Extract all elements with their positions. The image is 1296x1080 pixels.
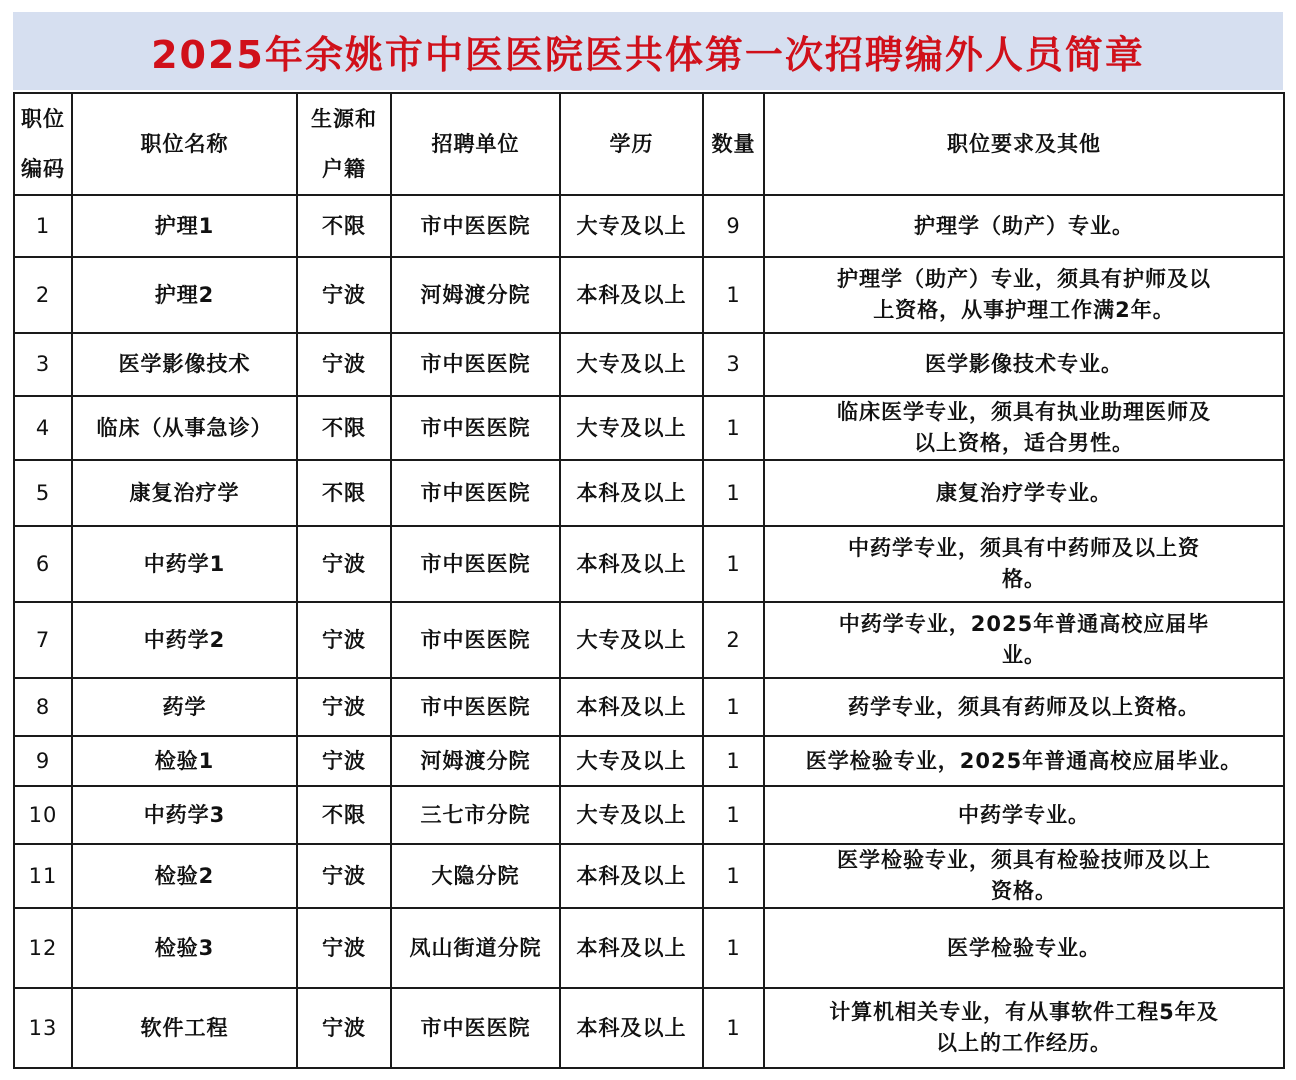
cell-origin: 宁波 [297, 908, 391, 988]
cell-origin: 宁波 [297, 526, 391, 602]
cell-name: 检验2 [72, 844, 297, 908]
cell-count: 1 [703, 526, 764, 602]
table-row [14, 460, 1284, 526]
cell-education: 本科及以上 [560, 844, 703, 908]
table-row [14, 786, 1284, 844]
cell-code: 1 [14, 195, 72, 257]
cell-count: 1 [703, 988, 764, 1068]
cell-origin: 宁波 [297, 257, 391, 333]
cell-code: 13 [14, 988, 72, 1068]
requirements-text: 康复治疗学专业。 [936, 480, 1112, 505]
cell-unit: 市中医医院 [391, 396, 560, 460]
cell-name: 康复治疗学 [72, 460, 297, 526]
table-row [14, 257, 1284, 333]
cell-requirements [764, 333, 1284, 396]
cell-origin: 宁波 [297, 844, 391, 908]
cell-name: 软件工程 [72, 988, 297, 1068]
table-row [14, 526, 1284, 602]
cell-name: 护理2 [72, 257, 297, 333]
cell-code: 6 [14, 526, 72, 602]
cell-count: 1 [703, 257, 764, 333]
table-header-row [14, 93, 1284, 195]
table-row [14, 602, 1284, 678]
cell-origin: 宁波 [297, 736, 391, 786]
requirements-text: 中药学专业，2025年普通高校应届毕业。 [838, 612, 1210, 667]
cell-unit: 河姆渡分院 [391, 736, 560, 786]
header-unit: 招聘单位 [391, 93, 560, 195]
cell-requirements [764, 195, 1284, 257]
cell-education: 本科及以上 [560, 257, 703, 333]
requirements-text: 护理学（助产）专业，须具有护师及以上资格，从事护理工作满2年。 [837, 267, 1211, 322]
cell-unit: 市中医医院 [391, 195, 560, 257]
cell-origin: 宁波 [297, 602, 391, 678]
cell-count: 1 [703, 460, 764, 526]
cell-requirements [764, 257, 1284, 333]
cell-education: 大专及以上 [560, 396, 703, 460]
cell-education: 大专及以上 [560, 786, 703, 844]
cell-count: 1 [703, 908, 764, 988]
cell-name: 护理1 [72, 195, 297, 257]
cell-requirements [764, 786, 1284, 844]
cell-origin: 不限 [297, 396, 391, 460]
table-row [14, 988, 1284, 1068]
cell-requirements [764, 602, 1284, 678]
page-title: 2025年余姚市中医医院医共体第一次招聘编外人员简章 [151, 32, 1145, 77]
header-code: 职位编码 [14, 93, 72, 195]
cell-education: 本科及以上 [560, 526, 703, 602]
cell-requirements [764, 396, 1284, 460]
cell-unit: 凤山街道分院 [391, 908, 560, 988]
cell-count: 9 [703, 195, 764, 257]
cell-code: 2 [14, 257, 72, 333]
header-education: 学历 [560, 93, 703, 195]
cell-unit: 市中医医院 [391, 526, 560, 602]
table-row [14, 333, 1284, 396]
cell-education: 大专及以上 [560, 602, 703, 678]
table-row [14, 195, 1284, 257]
table-body [14, 195, 1284, 1068]
cell-requirements [764, 908, 1284, 988]
cell-name: 检验1 [72, 736, 297, 786]
cell-count: 1 [703, 786, 764, 844]
cell-name: 中药学2 [72, 602, 297, 678]
cell-education: 大专及以上 [560, 736, 703, 786]
cell-name: 药学 [72, 678, 297, 736]
table-row [14, 678, 1284, 736]
cell-code: 9 [14, 736, 72, 786]
recruitment-table [13, 92, 1285, 1069]
cell-code: 3 [14, 333, 72, 396]
header-name: 职位名称 [72, 93, 297, 195]
requirements-text: 护理学（助产）专业。 [914, 213, 1134, 238]
cell-unit: 市中医医院 [391, 460, 560, 526]
cell-name: 临床（从事急诊） [72, 396, 297, 460]
cell-requirements [764, 844, 1284, 908]
table-row [14, 908, 1284, 988]
cell-code: 8 [14, 678, 72, 736]
cell-code: 11 [14, 844, 72, 908]
cell-count: 2 [703, 602, 764, 678]
header-requirements: 职位要求及其他 [764, 93, 1284, 195]
requirements-text: 中药学专业。 [958, 802, 1090, 827]
cell-unit: 大隐分院 [391, 844, 560, 908]
cell-unit: 市中医医院 [391, 678, 560, 736]
cell-requirements [764, 988, 1284, 1068]
header-origin: 生源和户籍 [297, 93, 391, 195]
requirements-text: 药学专业，须具有药师及以上资格。 [848, 694, 1200, 719]
table-row [14, 844, 1284, 908]
cell-count: 1 [703, 678, 764, 736]
cell-unit: 市中医医院 [391, 988, 560, 1068]
cell-count: 3 [703, 333, 764, 396]
requirements-text: 中药学专业，须具有中药师及以上资格。 [848, 536, 1200, 591]
cell-count: 1 [703, 736, 764, 786]
cell-origin: 宁波 [297, 678, 391, 736]
cell-unit: 三七市分院 [391, 786, 560, 844]
requirements-text: 医学检验专业。 [947, 935, 1101, 960]
cell-requirements [764, 678, 1284, 736]
cell-education: 本科及以上 [560, 460, 703, 526]
cell-unit: 市中医医院 [391, 602, 560, 678]
cell-code: 10 [14, 786, 72, 844]
requirements-text: 临床医学专业，须具有执业助理医师及以上资格，适合男性。 [837, 400, 1211, 455]
requirements-text: 医学影像技术专业。 [925, 352, 1123, 376]
cell-unit: 市中医医院 [391, 333, 560, 396]
cell-name: 中药学3 [72, 786, 297, 844]
cell-origin: 不限 [297, 786, 391, 844]
cell-requirements [764, 526, 1284, 602]
requirements-text: 医学检验专业，2025年普通高校应届毕业。 [805, 748, 1243, 773]
cell-code: 4 [14, 396, 72, 460]
requirements-text: 计算机相关专业，有从事软件工程5年及以上的工作经历。 [829, 1000, 1219, 1055]
cell-education: 大专及以上 [560, 333, 703, 396]
cell-origin: 宁波 [297, 988, 391, 1068]
table-row [14, 736, 1284, 786]
cell-name: 检验3 [72, 908, 297, 988]
title-banner [13, 12, 1283, 90]
cell-education: 本科及以上 [560, 678, 703, 736]
cell-education: 本科及以上 [560, 988, 703, 1068]
requirements-text: 医学检验专业，须具有检验技师及以上资格。 [837, 848, 1211, 903]
cell-count: 1 [703, 396, 764, 460]
cell-code: 12 [14, 908, 72, 988]
cell-origin: 不限 [297, 460, 391, 526]
cell-education: 本科及以上 [560, 908, 703, 988]
cell-requirements [764, 460, 1284, 526]
cell-code: 5 [14, 460, 72, 526]
cell-education: 大专及以上 [560, 195, 703, 257]
table-row [14, 396, 1284, 460]
cell-origin: 宁波 [297, 333, 391, 396]
cell-name: 中药学1 [72, 526, 297, 602]
cell-count: 1 [703, 844, 764, 908]
cell-unit: 河姆渡分院 [391, 257, 560, 333]
cell-code: 7 [14, 602, 72, 678]
header-count: 数量 [703, 93, 764, 195]
cell-origin: 不限 [297, 195, 391, 257]
cell-name: 医学影像技术 [72, 333, 297, 396]
cell-requirements [764, 736, 1284, 786]
